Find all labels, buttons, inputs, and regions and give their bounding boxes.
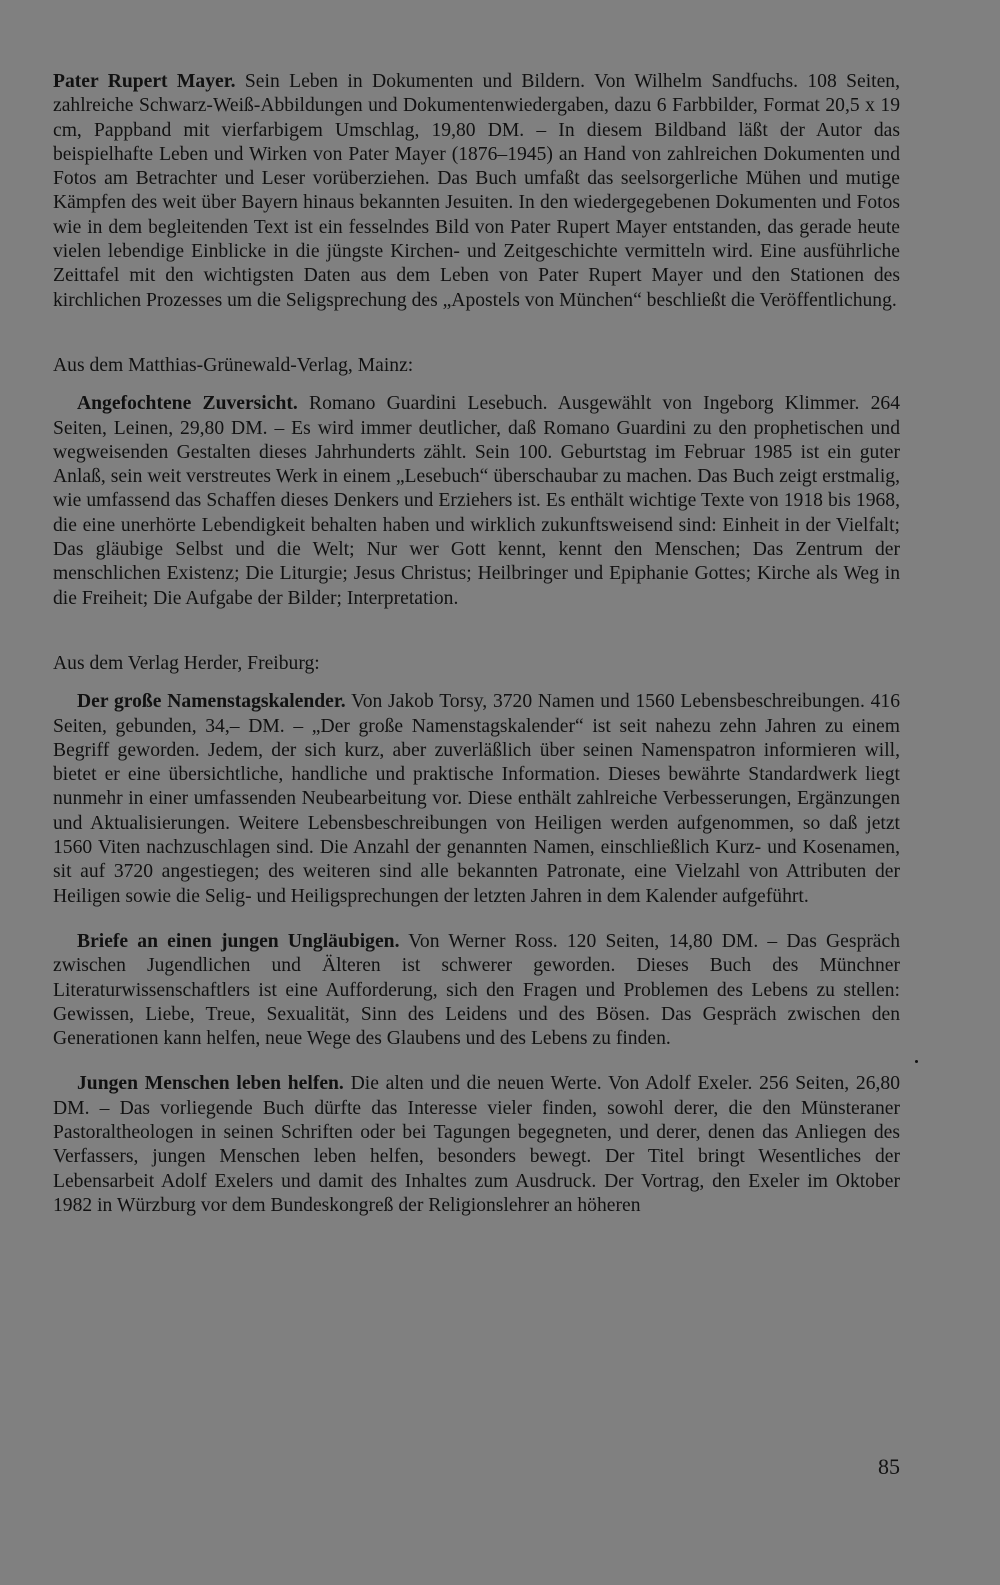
- book-entry-angefochtene-zuversicht: [53, 392, 900, 611]
- book-title: Angefochtene Zuversicht.: [77, 393, 298, 415]
- book-title: Pater Rupert Mayer.: [53, 71, 236, 92]
- book-description: Romano Guardini Lesebuch. Ausgewählt von Ingeborg Klimmer. 264 Seiten, Leinen, 29,80 DM. – Es wird immer deutlicher, daß Romano Guardini zu den prophetischen und wegweisenden Gestalten dieses Jahrhunderts zählt. Sein 100. Geburtstag im Februar 1985 ist ein guter Anlaß, sein weit verstreutes Werk in einem „Lesebuch“ überschaubar zu machen. Das Buch zeigt erstmalig, wie umfassend das Schaffen dieses Denkers und Erziehers ist. Es enthält wichtige Texte von 1918 bis 1968, die eine unerhörte Lebendigkeit behalten haben und wirklich zukunftsweisend sind: Einheit in der Vielfalt; Das gläubige Selbst und die Welt; Nur wer Gott kennt, kennt den Menschen; Das Zentrum der menschlichen Existenz; Die Liturgie; Jesus Christus; Heilbringer und Epiphanie Gottes; Kirche als Weg in die Freiheit; Die Aufgabe der Bilder; Interpretation.: [53, 393, 900, 609]
- publisher-heading-gruenewald: Aus dem Matthias-Grünewald-Verlag, Mainz:: [53, 354, 414, 376]
- publisher-heading-herder: Aus dem Verlag Herder, Freiburg:: [53, 652, 320, 674]
- book-description: Die alten und die neuen Werte. Von Adolf Exeler. 256 Seiten, 26,80 DM. – Das vorliegende Buch dürfte das Interesse vieler finden, sowohl derer, die den Münsteraner Pastoraltheologen in seinen Schriften oder bei Tagungen begegneten, und derer, denen das Anliegen des Verfassers, jungen Menschen leben helfen, besonders bewegt. Der Titel bringt Wesentliches der Lebensarbeit Adolf Exelers und damit des Inhaltes zum Ausdruck. Der Vortrag, den Exeler im Oktober 1982 in Würzburg vor dem Bundeskongreß der Religionslehrer an höheren: [53, 1073, 900, 1216]
- book-entry-jungen-menschen: [53, 1072, 900, 1218]
- print-speck: [915, 1060, 918, 1063]
- book-title: Jungen Menschen leben helfen.: [77, 1073, 344, 1095]
- book-description: Von Jakob Torsy, 3720 Namen und 1560 Lebensbeschreibungen. 416 Seiten, gebunden, 34,– DM. – „Der große Namenstagskalender“ ist seit nahezu zehn Jahren zu einem Begriff geworden. Jedem, der sich kurz, aber zuverläßlich über seinen Namenspatron informieren will, bietet er eine übersichtliche, handliche und praktische Information. Dieses bewährte Standardwerk liegt nunmehr in einer umfassenden Neubearbeitung vor. Diese enthält zahlreiche Verbesserungen, Ergänzungen und Aktualisierungen. Weitere Lebensbeschreibungen von Heiligen werden aufgenommen, so daß jetzt 1560 Viten nachzuschlagen sind. Die Anzahl der genannten Namen, einschließlich Kurz- und Kosenamen, sit auf 3720 angestiegen; des weiteren sind alle bekannten Patronate, eine Vielzahl von Attributen der Heiligen sowie die Selig- und Heiligsprechungen der letzten Jahren in dem Kalender aufgeführt.: [53, 691, 901, 907]
- document-body: [53, 70, 900, 1218]
- book-description: Sein Leben in Dokumenten und Bildern. Von Wilhelm Sandfuchs. 108 Seiten, zahlreiche Schwarz-Weiß-Abbildungen und Dokumentenwiedergaben, dazu 6 Farbbilder, Format 20,5 x 19 cm, Pappband mit vierfarbigem Umschlag, 19,80 DM. – In diesem Bildband läßt der Autor das beispielhafte Leben und Wirken von Pater Mayer (1876–1945) an Hand von zahlreichen Dokumenten und Fotos am Betrachter und Leser vorüberziehen. Das Buch umfaßt das seelsorgerliche Mühen und mutige Kämpfen des weit über Bayern hinaus bekannten Jesuiten. In den wiedergegebenen Dokumenten und Fotos wie in dem begleitenden Text ist ein fesselndes Bild von Pater Rupert Mayer entstanden, das gerade heute vielen lebendige Einblicke in die jüngste Kirchen- und Zeitgeschichte vermitteln wird. Eine ausführliche Zeittafel mit den wichtigsten Daten aus dem Leben von Pater Rupert Mayer und den Stationen des kirchlichen Prozesses um die Seligsprechung des „Apostels von München“ beschließt die Veröffentlichung.: [53, 71, 901, 311]
- book-entry-briefe-ungläubigen: [53, 930, 900, 1051]
- book-description: Von Werner Ross. 120 Seiten, 14,80 DM. – Das Gespräch zwischen Jugendlichen und Älteren ist schwerer geworden. Dieses Buch des Münchner Literaturwissenschaftlers ist eine Aufforderung, sich den Fragen und Problemen des Lebens zu stellen: Gewissen, Liebe, Treue, Sexualität, Sinn des Leidens und des Bösen. Das Gespräch zwischen den Generationen kann helfen, neue Wege des Glaubens und des Lebens zu finden.: [53, 930, 900, 1050]
- page-number: 85: [878, 1454, 900, 1479]
- book-title: Briefe an einen jungen Ungläubigen.: [77, 930, 400, 952]
- book-entry-pater-rupert-mayer: [53, 70, 900, 313]
- book-title: Der große Namenstagskalender.: [77, 691, 346, 713]
- book-entry-namenstagskalender: [53, 690, 900, 909]
